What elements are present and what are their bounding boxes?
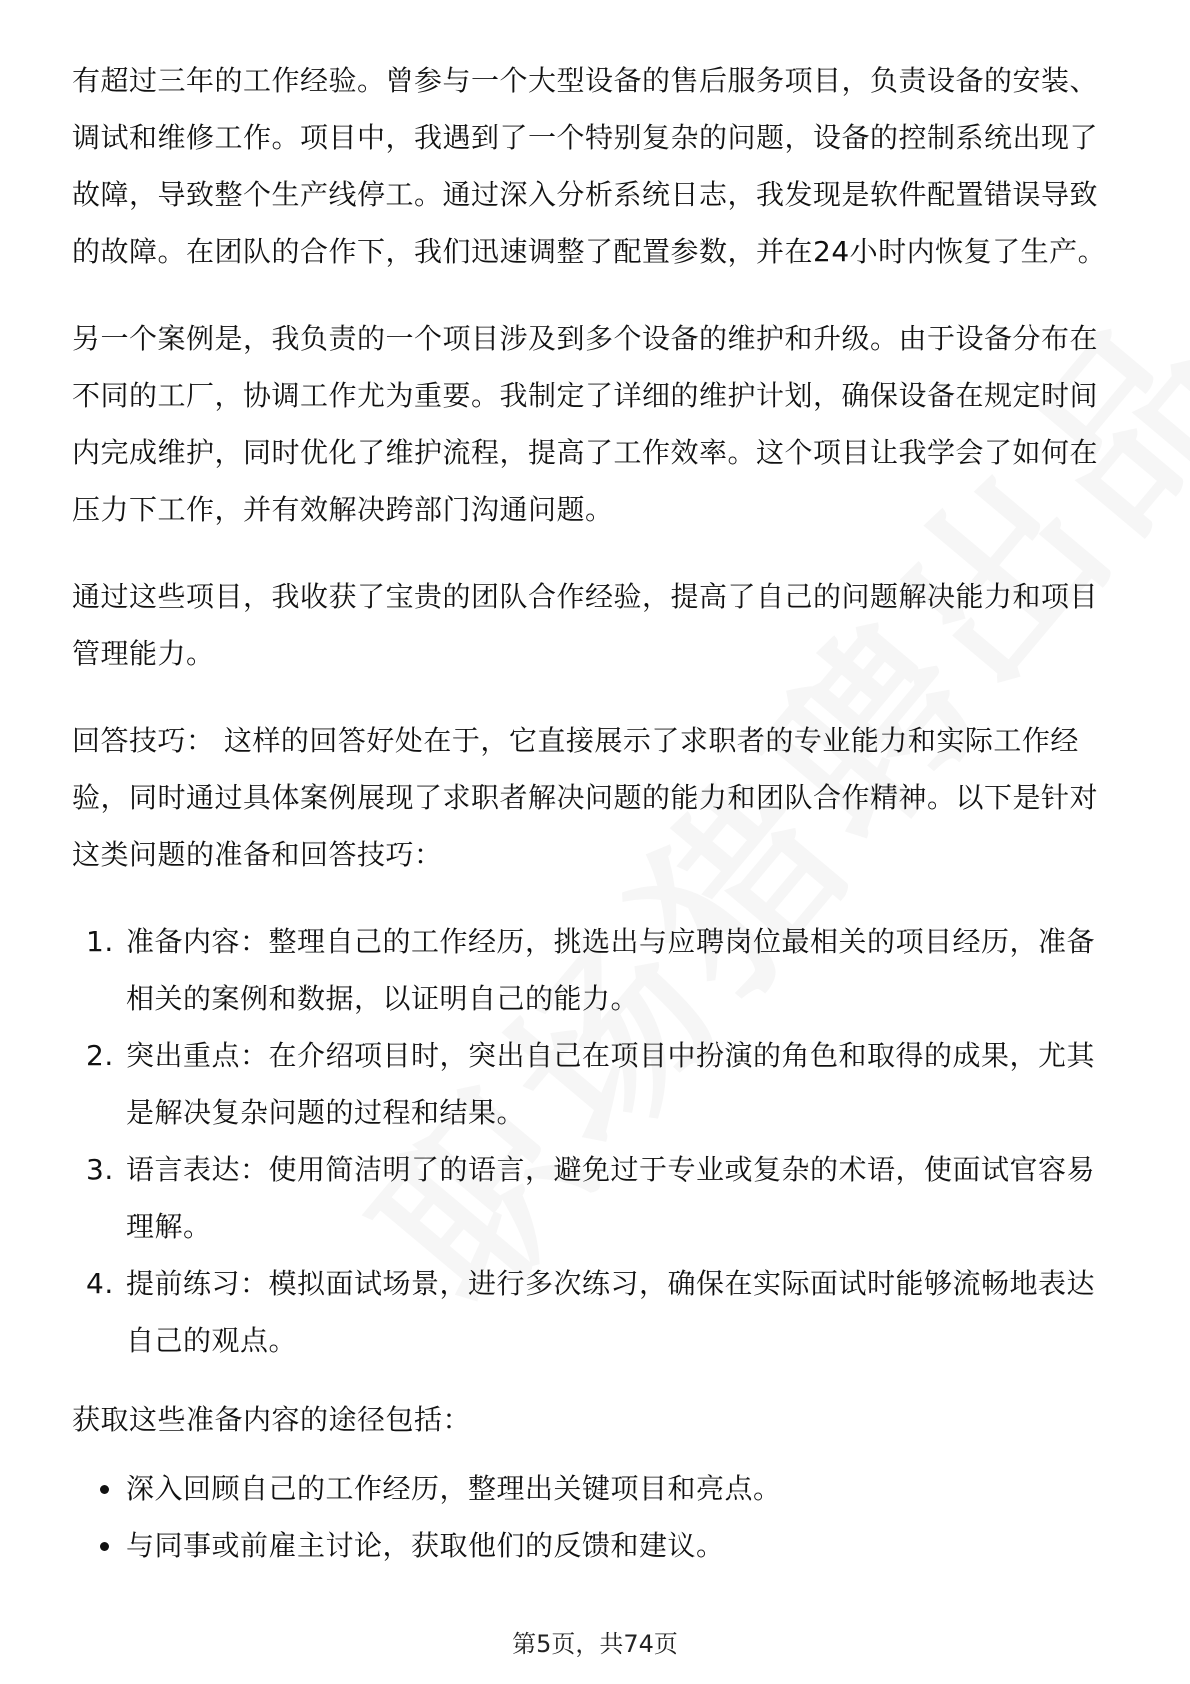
list-item-number: 1. [86, 925, 114, 958]
list-item-text: 准备内容：整理自己的工作经历，挑选出与应聘岗位最相关的项目经历，准备相关的案例和数据，以证明自己的能力。 [126, 925, 1096, 1015]
list-item [72, 1517, 1122, 1574]
page-number-footer: 第5页，共74页 [512, 1630, 678, 1658]
list-item-text: 提前练习：模拟面试场景，进行多次练习，确保在实际面试时能够流畅地表达自己的观点。 [126, 1267, 1096, 1357]
paragraph-second-case: 另一个案例是，我负责的一个项目涉及到多个设备的维护和升级。由于设备分布在不同的工厂，协调工作尤为重要。我制定了详细的维护计划，确保设备在规定时间内完成维护，同时优化了维护流程，提高了工作效率。这个项目让我学会了如何在压力下工作，并有效解决跨部门沟通问题。 [72, 322, 1099, 526]
list-item-number: 3. [86, 1153, 114, 1186]
list-item-number: 2. [86, 1039, 114, 1072]
list-item [72, 1255, 1122, 1369]
list-item-text: 深入回顾自己的工作经历，整理出关键项目和亮点。 [126, 1472, 782, 1505]
list-item-number: 4. [86, 1267, 114, 1300]
paragraph-sources-intro: 获取这些准备内容的途径包括： [72, 1403, 472, 1436]
tips-numbered-list [72, 913, 1122, 1369]
paragraph-gains: 通过这些项目，我收获了宝贵的团队合作经验，提高了自己的问题解决能力和项目管理能力。 [72, 580, 1099, 670]
document-body [72, 52, 1122, 1574]
list-item [72, 1027, 1122, 1141]
list-item [72, 1460, 1122, 1517]
list-item [72, 913, 1122, 1027]
paragraph-experience: 有超过三年的工作经验。曾参与一个大型设备的售后服务项目，负责设备的安装、调试和维修工作。项目中，我遇到了一个特别复杂的问题，设备的控制系统出现了故障，导致整个生产线停工。通过深入分析系统日志，我发现是软件配置错误导致的故障。在团队的合作下，我们迅速调整了配置参数，并在24小时内恢复了生产。 [72, 64, 1107, 268]
bullet-dot-icon [100, 1485, 109, 1494]
list-item-text: 语言表达：使用简洁明了的语言，避免过于专业或复杂的术语，使面试官容易理解。 [126, 1153, 1096, 1243]
list-item-text: 突出重点：在介绍项目时，突出自己在项目中扮演的角色和取得的成果，尤其是解决复杂问题的过程和结果。 [126, 1039, 1096, 1129]
sources-bullet-list [72, 1460, 1122, 1574]
list-item-text: 与同事或前雇主讨论，获取他们的反馈和建议。 [126, 1529, 725, 1562]
paragraph-answer-tips: 回答技巧： 这样的回答好处在于，它直接展示了求职者的专业能力和实际工作经验，同时通过具体案例展现了求职者解决问题的能力和团队合作精神。以下是针对这类问题的准备和回答技巧： [72, 724, 1099, 871]
bullet-dot-icon [100, 1542, 109, 1551]
list-item [72, 1141, 1122, 1255]
